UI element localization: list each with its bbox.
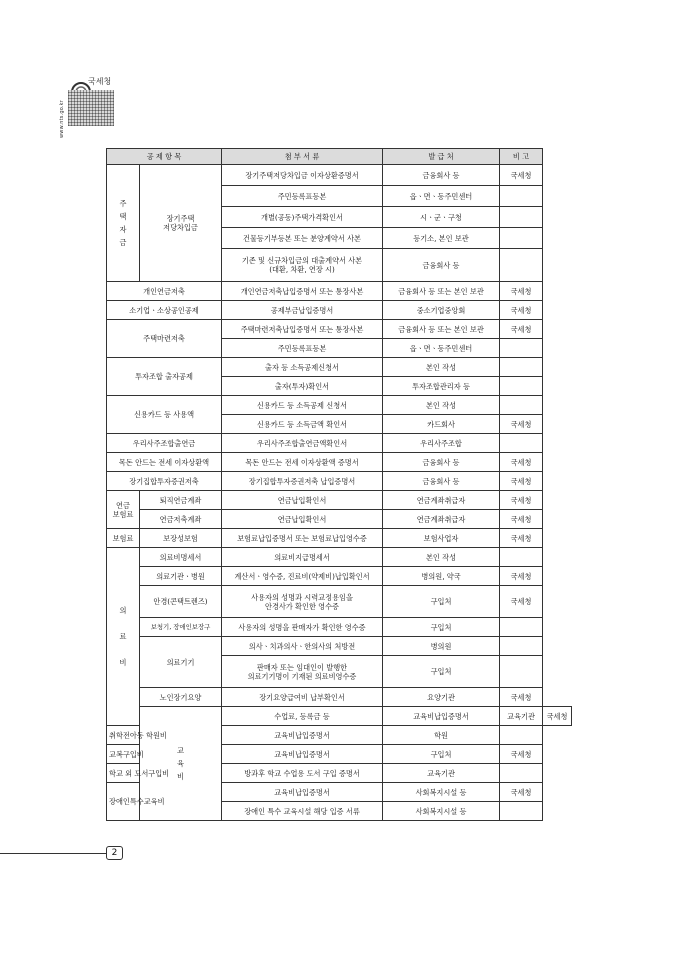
note-cell	[500, 207, 543, 228]
document-cell: 신용카드 등 소득공제 신청서	[222, 396, 383, 415]
item-cell: 주택마련저축	[107, 320, 222, 358]
issuer-cell: 교육기관	[383, 764, 500, 783]
table-row	[107, 358, 572, 377]
sub-item: 보청기, 장애인보장구	[140, 618, 222, 637]
issuer-cell: 병의원, 약국	[383, 567, 500, 586]
table-row	[107, 301, 572, 320]
sub-item: 안경(콘택트렌즈)	[140, 586, 222, 618]
note-cell	[500, 339, 543, 358]
table-row	[107, 707, 572, 726]
document-cell: 주택마련저축납입증명서 또는 통장사본	[222, 320, 383, 339]
issuer-cell: 금융회사 등	[383, 453, 500, 472]
document-cell: 개인연금저축납입증명서 또는 통장사본	[222, 282, 383, 301]
issuer-cell: 투자조합관리자 등	[383, 377, 500, 396]
table-row	[107, 282, 572, 301]
issuer-cell: 본인 작성	[383, 396, 500, 415]
group-insurance: 보험료	[107, 529, 140, 548]
sub-item: 취학전아동 학원비	[107, 726, 140, 745]
note-cell: 국세청	[500, 688, 543, 707]
note-cell	[500, 548, 543, 567]
document-cell: 공제부금납입증명서	[222, 301, 383, 320]
table-row	[107, 567, 572, 586]
group-housing: 주 택 자 금	[107, 165, 140, 282]
note-cell: 국세청	[500, 453, 543, 472]
issuer-cell: 연금계좌취급자	[383, 491, 500, 510]
header-note: 비 고	[500, 149, 543, 165]
note-cell: 국세청	[500, 301, 543, 320]
logo-side-text: www.nts.go.kr	[59, 99, 65, 138]
note-cell: 국세청	[500, 165, 543, 186]
issuer-cell: 중소기업중앙회	[383, 301, 500, 320]
table-row	[107, 320, 572, 339]
table-row	[107, 472, 572, 491]
item-cell: 목돈 안드는 전세 이자상환액	[107, 453, 222, 472]
sub-item: 학교 외 도서구입비	[107, 764, 140, 783]
issuer-cell: 본인 작성	[383, 548, 500, 567]
issuer-cell: 금융회사 등	[383, 472, 500, 491]
note-cell: 국세청	[500, 320, 543, 339]
logo-label: 국세청	[88, 77, 112, 86]
sub-item: 연금저축계좌	[140, 510, 222, 529]
sub-item: 보장성보험	[140, 529, 222, 548]
document-cell: 판매자 또는 임대인이 발행한 의료기기명이 기재된 의료비영수증	[222, 656, 383, 688]
table-row	[107, 618, 572, 637]
issuer-cell: 금융회사 등	[383, 249, 500, 282]
note-cell	[500, 618, 543, 637]
note-cell	[500, 764, 543, 783]
issuer-cell: 금융회사 등 또는 본인 보관	[383, 320, 500, 339]
table-row	[107, 434, 572, 453]
document-cell: 우리사주조합출연금액확인서	[222, 434, 383, 453]
document-cell: 교육비납입증명서	[222, 726, 383, 745]
note-cell	[500, 726, 543, 745]
document-cell: 보험료납입증명서 또는 보험료납입영수증	[222, 529, 383, 548]
issuer-cell: 요양기관	[383, 688, 500, 707]
note-cell: 국세청	[500, 491, 543, 510]
note-cell	[500, 377, 543, 396]
group-medical: 의 료 비	[107, 548, 140, 726]
sub-item: 퇴직연금계좌	[140, 491, 222, 510]
sub-item: 의료비명세서	[140, 548, 222, 567]
issuer-cell: 구입처	[383, 586, 500, 618]
group-education: 교 육 비	[140, 707, 222, 821]
issuer-cell: 카드회사	[383, 415, 500, 434]
document-cell: 목돈 안드는 전세 이자상환액 증명서	[222, 453, 383, 472]
table-row	[107, 586, 572, 618]
issuer-cell: 읍ㆍ면ㆍ동주민센터	[383, 339, 500, 358]
item-cell: 투자조합 출자공제	[107, 358, 222, 396]
note-cell	[500, 228, 543, 249]
page-number: 2	[106, 846, 123, 860]
header-item: 공 제 항 목	[107, 149, 222, 165]
table-row	[107, 491, 572, 510]
note-cell: 국세청	[543, 707, 572, 726]
note-cell	[500, 249, 543, 282]
item-cell: 장기집합투자증권저축	[107, 472, 222, 491]
sub-item: 의료기관ㆍ병원	[140, 567, 222, 586]
item-cell: 우리사주조합출연금	[107, 434, 222, 453]
table-header-row	[107, 149, 572, 165]
issuer-cell: 본인 작성	[383, 358, 500, 377]
sub-item: 장애인특수교육비	[107, 783, 140, 821]
issuer-cell: 사회복지시설 등	[383, 802, 500, 821]
sub-item: 교복구입비	[107, 745, 140, 764]
issuer-cell: 우리사주조합	[383, 434, 500, 453]
logo-pattern	[68, 90, 114, 126]
document-cell: 기존 및 신규차입금의 대출계약서 사본 (대환, 차환, 연장 시)	[222, 249, 383, 282]
table-row	[107, 510, 572, 529]
note-cell: 국세청	[500, 472, 543, 491]
note-cell	[500, 434, 543, 453]
note-cell	[500, 396, 543, 415]
issuer-cell: 금융회사 등	[383, 165, 500, 186]
document-cell: 주민등록표등본	[222, 339, 383, 358]
table-row	[107, 453, 572, 472]
table-row	[107, 637, 572, 656]
document-cell: 교육비납입증명서	[383, 707, 500, 726]
document-cell: 개별(공동)주택가격확인서	[222, 207, 383, 228]
note-cell: 국세청	[500, 415, 543, 434]
sub-item: 수업료, 등록금 등	[222, 707, 383, 726]
document-cell: 의료비지급명세서	[222, 548, 383, 567]
issuer-cell: 교육기관	[500, 707, 543, 726]
note-cell	[500, 637, 543, 656]
sub-item: 의료기기	[140, 637, 222, 688]
group-pension: 연금 보험료	[107, 491, 140, 529]
issuer-cell: 시ㆍ군ㆍ구청	[383, 207, 500, 228]
document-cell: 계산서ㆍ영수증, 진료비(약제비)납입확인서	[222, 567, 383, 586]
issuer-cell: 구입처	[383, 656, 500, 688]
document-cell: 연금납입확인서	[222, 510, 383, 529]
note-cell: 국세청	[500, 745, 543, 764]
item-cell: 소기업ㆍ소상공인공제	[107, 301, 222, 320]
issuer-cell: 연금계좌취급자	[383, 510, 500, 529]
document-cell: 사용자의 성명을 판매자가 확인한 영수증	[222, 618, 383, 637]
document-cell: 의사ㆍ치과의사ㆍ한의사의 처방전	[222, 637, 383, 656]
table-row	[107, 165, 572, 186]
note-cell: 국세청	[500, 529, 543, 548]
note-cell: 국세청	[500, 586, 543, 618]
note-cell	[500, 802, 543, 821]
item-cell: 개인연금저축	[107, 282, 222, 301]
document-cell: 건물등기부등본 또는 분양계약서 사본	[222, 228, 383, 249]
issuer-cell: 보험사업자	[383, 529, 500, 548]
sub-item: 장기주택 저당차입금	[140, 165, 222, 282]
document-cell: 출자(투자)확인서	[222, 377, 383, 396]
document-cell: 장기집합투자증권저축 납입증명서	[222, 472, 383, 491]
document-cell: 장기주택저당차입금 이자상환증명서	[222, 165, 383, 186]
document-cell: 교육비납입증명서	[222, 745, 383, 764]
note-cell: 국세청	[500, 282, 543, 301]
note-cell: 국세청	[500, 510, 543, 529]
issuer-cell: 구입처	[383, 618, 500, 637]
header-document: 첨 부 서 류	[222, 149, 383, 165]
table-row	[107, 688, 572, 707]
table-row	[107, 548, 572, 567]
issuer-cell: 사회복지시설 등	[383, 783, 500, 802]
document-cell: 장애인 특수 교육시설 해당 입증 서류	[222, 802, 383, 821]
note-cell	[500, 358, 543, 377]
table-row	[107, 396, 572, 415]
document-cell: 교육비납입증명서	[222, 783, 383, 802]
issuer-cell: 읍ㆍ면ㆍ동주민센터	[383, 186, 500, 207]
header-issuer: 발 급 처	[383, 149, 500, 165]
note-cell: 국세청	[500, 783, 543, 802]
item-cell: 신용카드 등 사용액	[107, 396, 222, 434]
issuer-cell: 병의원	[383, 637, 500, 656]
issuer-cell: 구입처	[383, 745, 500, 764]
issuer-cell: 금융회사 등 또는 본인 보관	[383, 282, 500, 301]
note-cell	[500, 656, 543, 688]
document-cell: 주민등록표등본	[222, 186, 383, 207]
note-cell: 국세청	[500, 567, 543, 586]
sub-item: 노인장기요양	[140, 688, 222, 707]
issuer-cell: 등기소, 본인 보관	[383, 228, 500, 249]
document-cell: 사용자의 성명과 시력교정용임을 안경사가 확인한 영수증	[222, 586, 383, 618]
document-cell: 연금납입확인서	[222, 491, 383, 510]
document-cell: 출자 등 소득공제신청서	[222, 358, 383, 377]
footer-rule	[0, 853, 106, 854]
issuer-cell: 학원	[383, 726, 500, 745]
table-row	[107, 529, 572, 548]
document-cell: 신용카드 등 소득금액 확인서	[222, 415, 383, 434]
note-cell	[500, 186, 543, 207]
document-cell: 장기요양급여비 납부확인서	[222, 688, 383, 707]
document-cell: 방과후 학교 수업용 도서 구입 증명서	[222, 764, 383, 783]
deduction-documents-table	[106, 148, 572, 821]
